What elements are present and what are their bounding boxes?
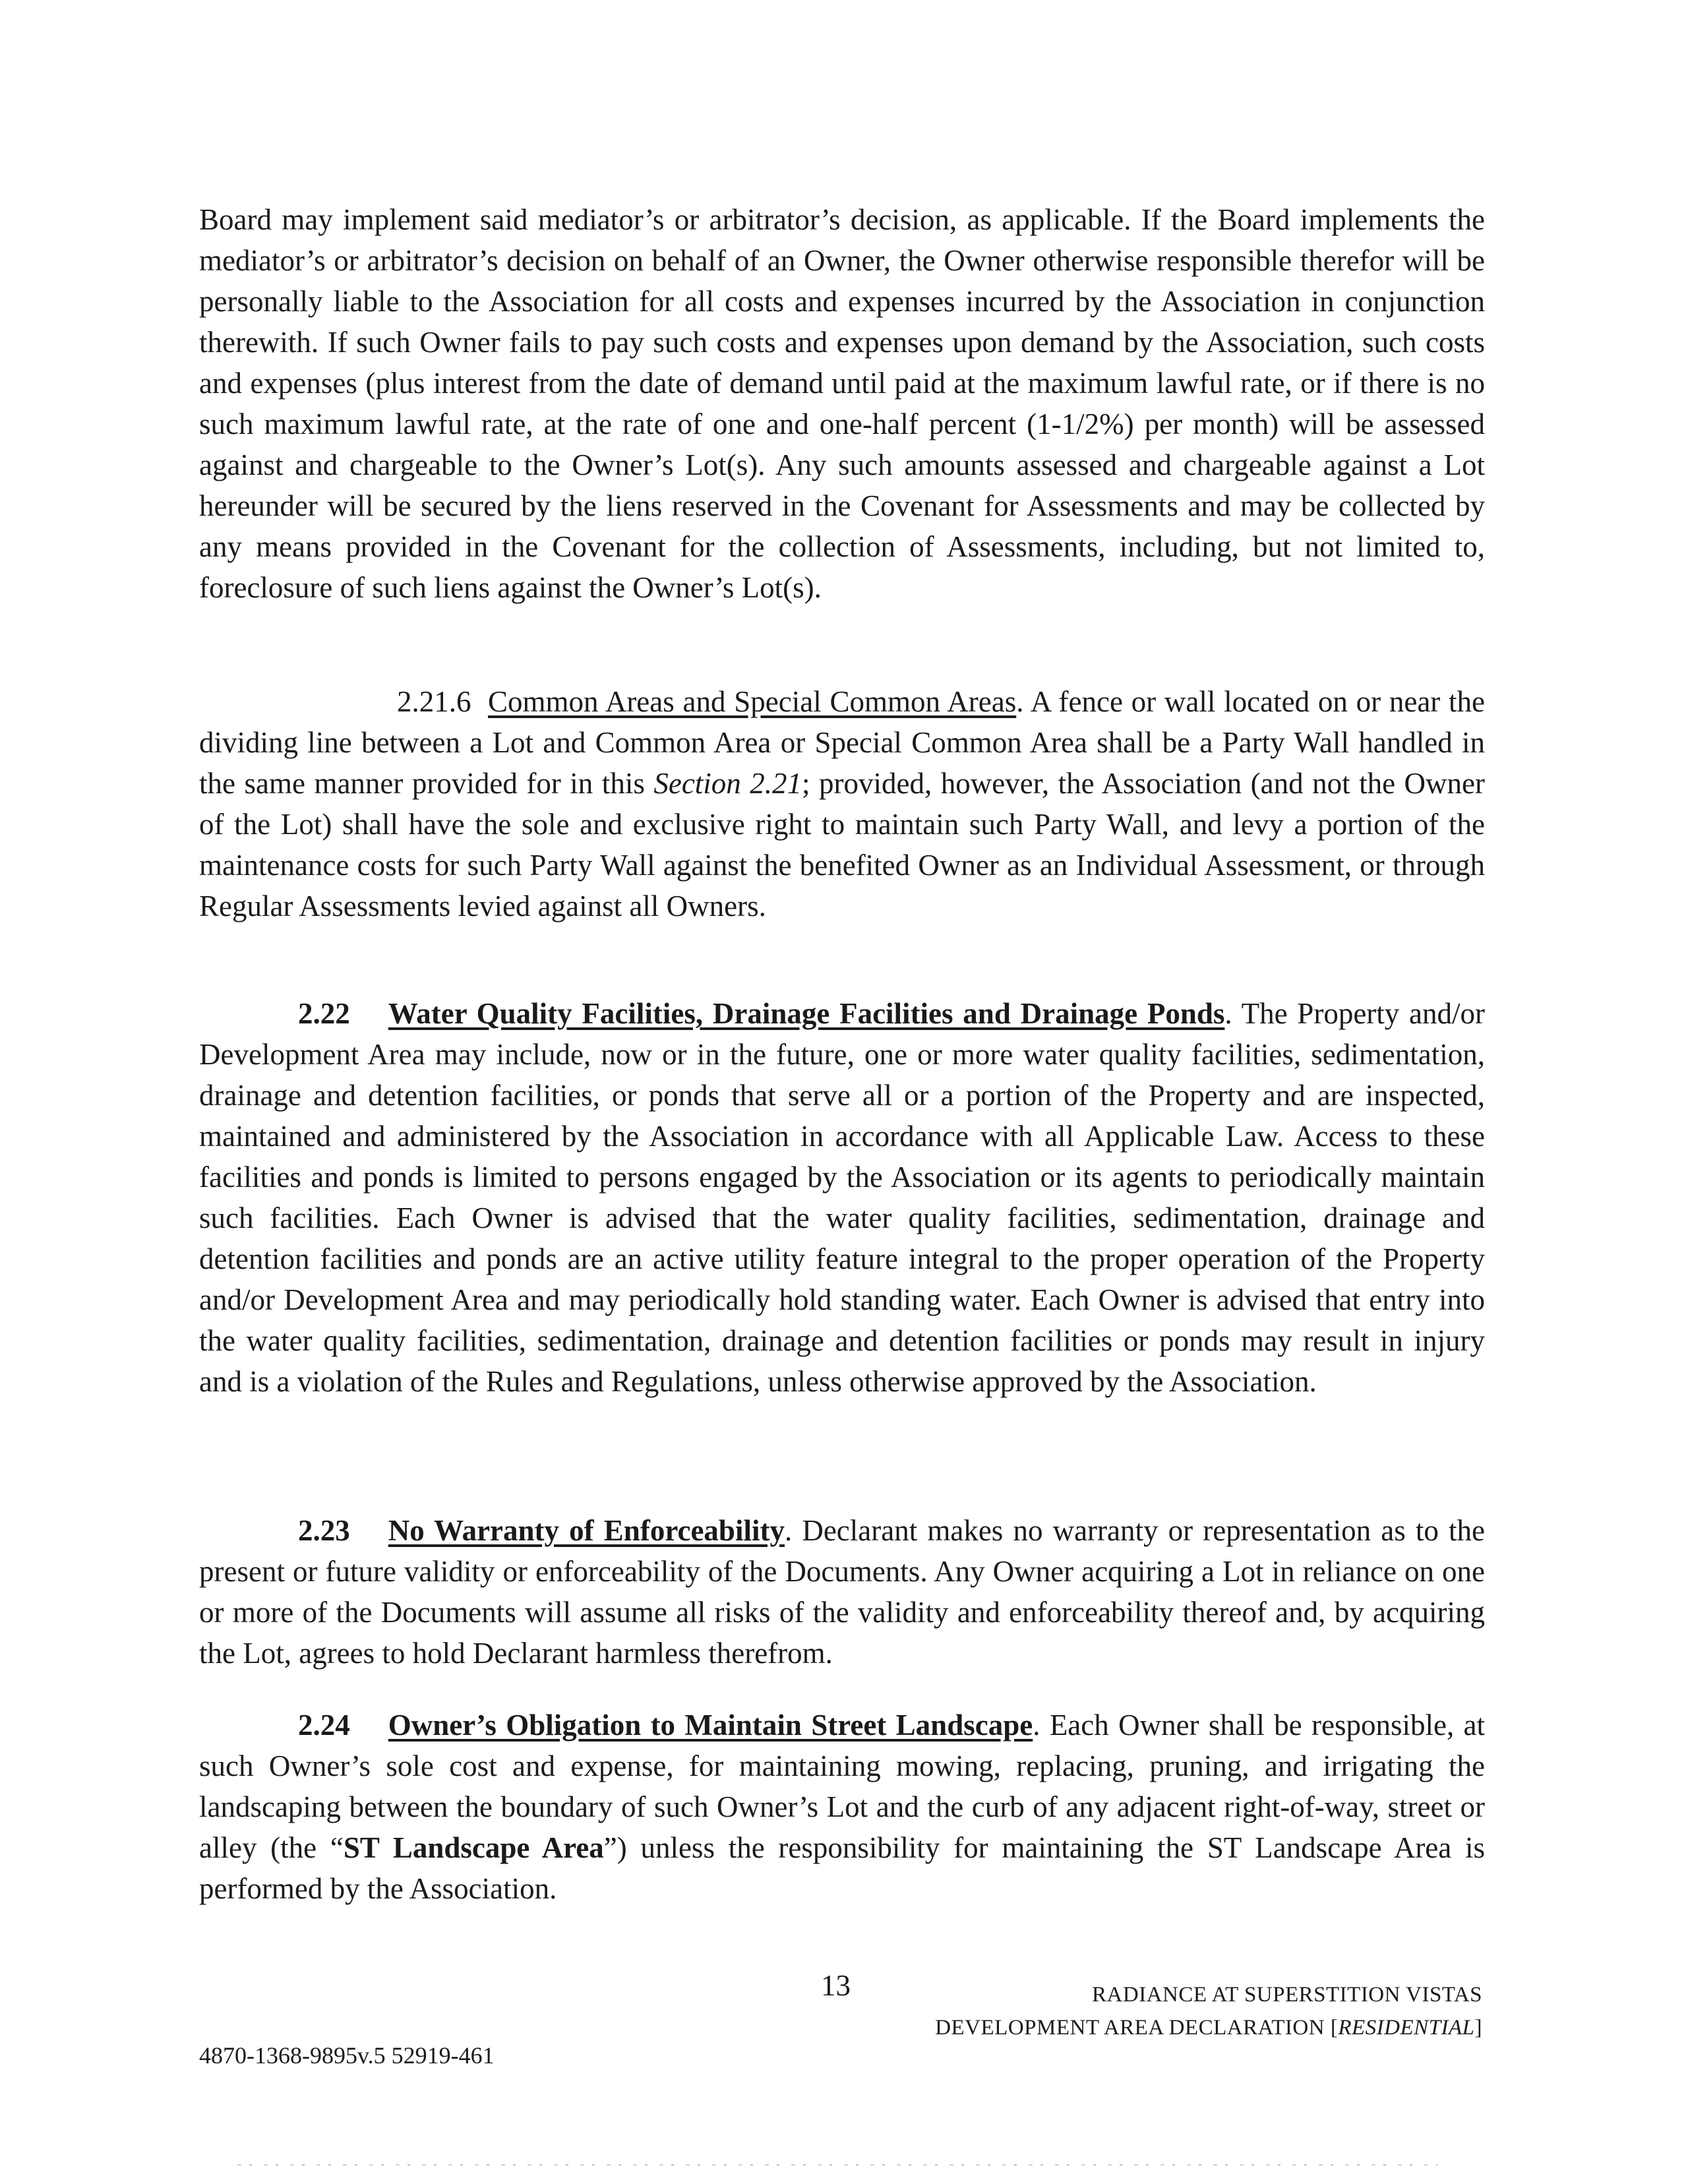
section-2-21-6 <box>199 681 1485 926</box>
section-heading: No Warranty of Enforceability <box>388 1514 785 1547</box>
scan-artifact-line <box>237 2164 1437 2166</box>
section-2-22 <box>199 993 1485 1402</box>
section-2-24 <box>199 1705 1485 1909</box>
section-number: 2.24 <box>298 1709 350 1742</box>
section-number: 2.22 <box>298 997 350 1030</box>
section-text: ; provided, however, the Association (and not the Owner of the Lot) shall have the sole and exclusive right to maintain such Party Wall, and levy a portion of the maintenance costs for such Party Wall against the benefited Owner as an Individual Assessment, or through Regular Assessments levied against all Owners. <box>199 767 1486 923</box>
section-reference: Section 2.21 <box>653 767 802 800</box>
section-text: . Declarant makes no warranty or representation as to the present or future validity or enforceability of the Documents. Any Owner acquiring a Lot in reliance on one or more of the Documents will assume all risks of the validity and enforceability thereof and, by acquiring the Lot, agrees to hold Declarant harmless therefrom. <box>199 1514 1485 1670</box>
footer-title-line-2 <box>935 2011 1482 2044</box>
page-number: 13 <box>821 1969 851 2002</box>
section-heading: Owner’s Obligation to Maintain Street Landscape <box>388 1709 1033 1742</box>
section-text: ”) unless the responsibility for maintaining the ST Landscape Area is performed by the Association. <box>199 1831 1485 1905</box>
section-text: . The Property and/or Development Area may include, now or in the future, one or more water quality facilities, sedimentation, drainage and detention facilities, or ponds that serve all or a portion of the Property and are inspected, maintained and administered by the Association in accordance with all Applicable Law. Access to these facilities and ponds is limited to persons engaged by the Association or its agents to periodically maintain such facilities. Each Owner is advised that the water quality facilities, sedimentation, drainage and detention facilities and ponds are an active utility feature integral to the proper operation of the Property and/or Development Area and may periodically hold standing water. Each Owner is advised that entry into the water quality facilities, sedimentation, drainage and detention facilities or ponds may result in injury and is a violation of the Rules and Regulations, unless otherwise approved by the Association. <box>199 997 1485 1398</box>
footer-document-title <box>935 1978 1482 2044</box>
paragraph-continuation: Board may implement said mediator’s or arbitrator’s decision, as applicable. If the Board implements the mediator’s or arbitrator’s decision on behalf of an Owner, the Owner otherwise responsible therefor will be personally liable to the Association for all costs and expenses incurred by the Association in conjunction therewith. If such Owner fails to pay such costs and expenses upon demand by the Association, such costs and expenses (plus interest from the date of demand until paid at the maximum lawful rate, or if there is no such maximum lawful rate, at the rate of one and one-half percent (1-1/2%) per month) will be assessed against and chargeable to the Owner’s Lot(s). Any such amounts assessed and chargeable against a Lot hereunder will be secured by the liens reserved in the Covenant for Assessments and may be collected by any means provided in the Covenant for the collection of Assessments, including, but not limited to, foreclosure of such liens against the Owner’s Lot(s). <box>199 203 1485 604</box>
section-heading: Common Areas and Special Common Areas <box>488 685 1017 718</box>
section-text: . Each Owner shall be responsible, at such Owner’s sole cost and expense, for maintaining mowing, replacing, pruning, and irrigating the landscaping between the boundary of such Owner’s Lot and the curb of any adjacent right-of-way, street or alley (the “ <box>199 1709 1485 1864</box>
section-heading: Water Quality Facilities, Drainage Facilities and Drainage Ponds <box>388 997 1225 1030</box>
section-number: 2.23 <box>298 1514 350 1547</box>
footer-title-text: DEVELOPMENT AREA DECLARATION [ <box>935 2016 1339 2040</box>
footer-title-italic: RESIDENTIAL <box>1338 2016 1475 2040</box>
section-2-23 <box>199 1510 1485 1674</box>
footer-title-line-1: RADIANCE AT SUPERSTITION VISTAS <box>1092 1983 1482 2007</box>
footer-title-bracket: ] <box>1474 2016 1482 2040</box>
section-number: 2.21.6 <box>397 685 471 718</box>
section-text: . A fence or wall located on or near the dividing line between a Lot and Common Area or Special Common Area shall be a Party Wall handled in the same manner provided for in this <box>199 685 1486 800</box>
document-id: 4870-1368-9895v.5 52919-461 <box>199 2042 495 2069</box>
defined-term: ST Landscape Area <box>343 1831 604 1864</box>
